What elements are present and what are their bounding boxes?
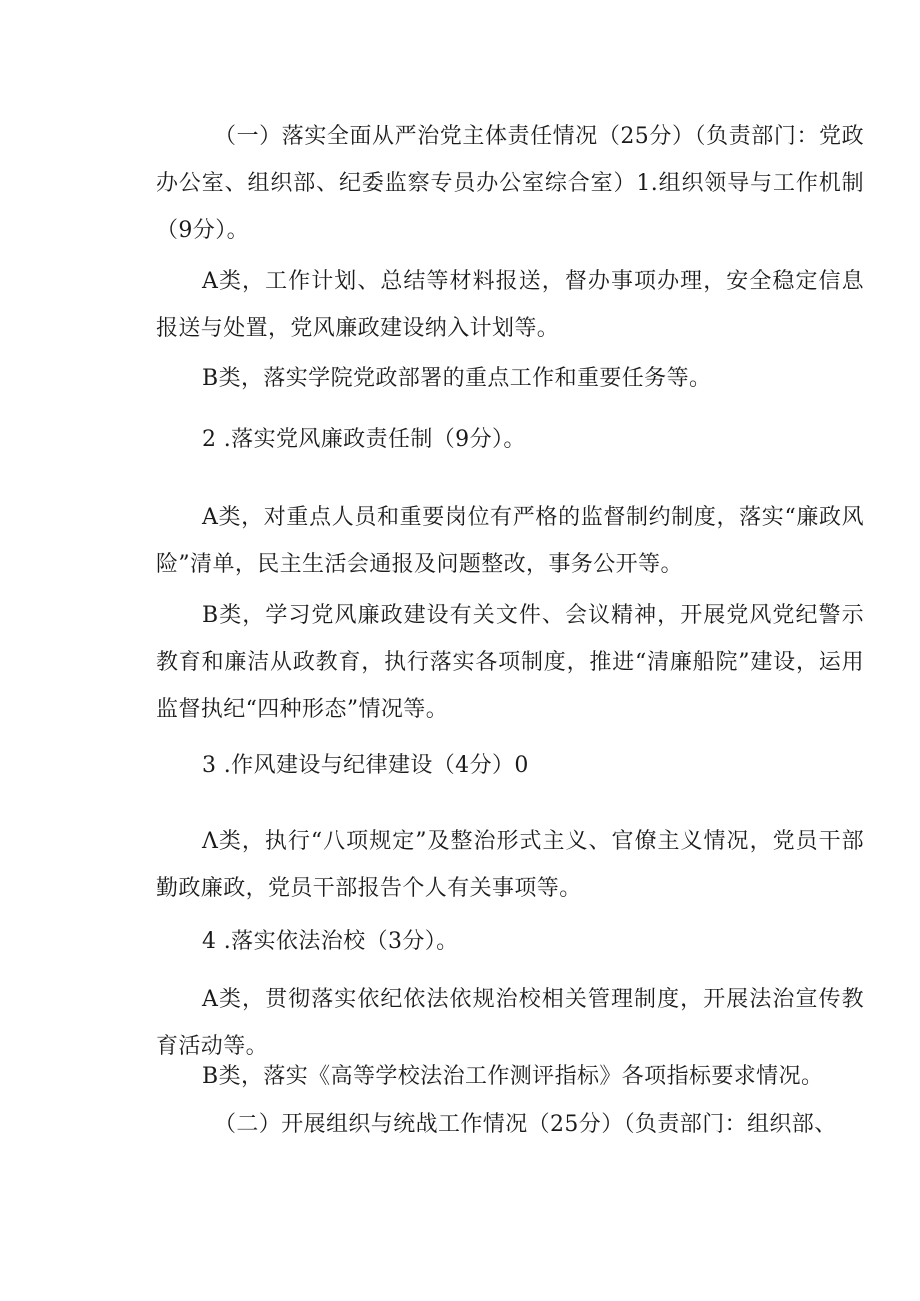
paragraph-item-1-a: A类，工作计划、总结等材料报送，督办事项办理，安全稳定信息报送与处置，党风廉政建设纳入计划等。 bbox=[156, 269, 864, 341]
paragraph-item-2-a: A类，对重点人员和重要岗位有严格的监督制约制度，落实“廉政风险”清单，民主生活会通报及问题整改，事务公开等。 bbox=[156, 505, 864, 577]
paragraph-item-2-b: B类，学习党风廉政建设有关文件、会议精神，开展党风党纪警示教育和廉洁从政教育，执行落实各项制度，推进“清廉船院”建设，运用监督执纪“四种形态”情况等。 bbox=[156, 603, 864, 722]
paragraph-item-4-b: B类，落实《高等学校法治工作测评指标》各项指标要求情况。 bbox=[202, 1064, 824, 1089]
paragraph-item-4-a: A类，贯彻落实依纪依法依规治校相关管理制度，开展法治宣传教育活动等。 bbox=[156, 987, 864, 1059]
subheading-2: 2 .落实党风廉政责任制（9分）。 bbox=[202, 427, 526, 452]
paragraph-item-1-b: B类，落实学院党政部署的重点工作和重要任务等。 bbox=[202, 366, 712, 391]
subheading-4: 4 .落实依法治校（3分）。 bbox=[202, 929, 459, 954]
section-heading-2: （二）开展组织与统战工作情况（25分）（负责部门：组织部、 bbox=[214, 1112, 837, 1137]
subheading-3: 3 .作风建设与纪律建设（4分）0 bbox=[202, 753, 529, 778]
section-heading-1: （一）落实全面从严治党主体责任情况（25分）（负责部门：党政办公室、组织部、纪委监察专员办公室综合室）1.组织领导与工作机制（9分）。 bbox=[156, 124, 864, 243]
paragraph-item-3-a: Λ类，执行“八项规定”及整治形式主义、官僚主义情况，党员干部勤政廉政，党员干部报告个人有关事项等。 bbox=[156, 829, 864, 901]
